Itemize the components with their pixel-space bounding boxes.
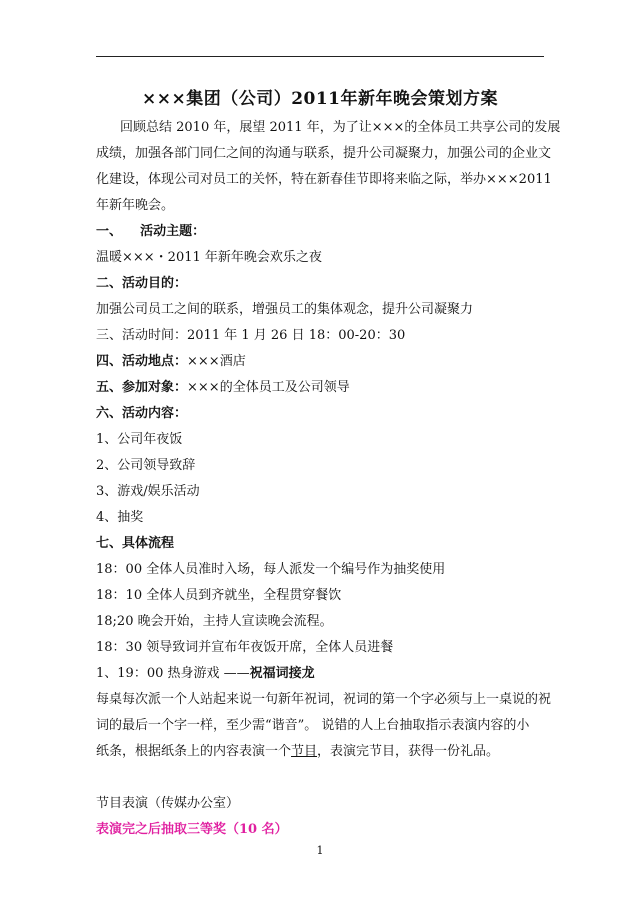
schedule-item: 18;20 晚会开始，主持人宣读晚会流程。 xyxy=(96,614,333,629)
schedule-item: 18：10 全体人员到齐就坐，全程贯穿餐饮 xyxy=(96,588,342,603)
intro-line-2: 成绩，加强各部门同仁之间的沟通与联系，提升公司凝聚力，加强公司的企业文 xyxy=(96,146,552,161)
section-5 xyxy=(96,376,350,395)
program-line: 节目表演（传媒办公室） xyxy=(96,796,240,811)
game-description-2: 词的最后一个字一样，至少需“谐音”。 说错的人上台抽取指示表演内容的小 xyxy=(96,718,530,733)
game-description-3a: 纸条，根据纸条上的内容表演一个 xyxy=(96,744,292,759)
schedule-item: 18：00 全体人员准时入场，每人派发一个编号作为抽奖使用 xyxy=(96,562,446,577)
section-4-text: ×××酒店 xyxy=(187,354,246,369)
prize-line: 表演完之后抽取三等奖（10 名） xyxy=(96,822,288,837)
section-1-text: 温暖×××・2011 年新年晚会欢乐之夜 xyxy=(96,250,322,265)
section-6-heading: 六、活动内容： xyxy=(96,406,188,421)
section-3-heading: 三、活动时间： xyxy=(96,328,188,343)
game-description-1: 每桌每次派一个人站起来说一句新年祝词，祝词的第一个字必须与上一桌说的祝 xyxy=(96,692,552,707)
game-prefix: 1、19：00 热身游戏 —— xyxy=(96,666,250,681)
section-3-text: 2011 年 1 月 26 日 18：00-20：30 xyxy=(187,328,406,343)
list-item: 2、公司领导致辞 xyxy=(96,458,196,473)
game-description-3b: ，表演完节目，获得一份礼品。 xyxy=(317,744,500,759)
section-7-heading: 七、具体流程 xyxy=(96,536,175,551)
header-rule xyxy=(96,56,544,57)
section-2-heading: 二、活动目的： xyxy=(96,276,188,291)
document-title: ×××集团（公司）2011年新年晚会策划方案 xyxy=(141,89,499,109)
intro-line-3: 化建设，体现公司对员工的关怀，特在新春佳节即将来临之际，举办×××2011 xyxy=(96,172,552,187)
game-line xyxy=(96,662,315,681)
section-3 xyxy=(96,324,405,343)
section-4-heading: 四、活动地点： xyxy=(96,354,188,369)
section-2-text: 加强公司员工之间的联系，增强员工的集体观念，提升公司凝聚力 xyxy=(96,302,474,317)
program-underlined: 节目 xyxy=(291,744,318,759)
intro-line-1: 回顾总结 2010 年，展望 2011 年，为了让×××的全体员工共享公司的发展 xyxy=(120,120,561,135)
game-name: 祝福词接龙 xyxy=(249,666,315,681)
intro-line-4: 年新年晚会。 xyxy=(96,198,175,213)
list-item: 1、公司年夜饭 xyxy=(96,432,183,447)
game-description-3 xyxy=(96,740,499,759)
list-item: 4、抽奖 xyxy=(96,510,144,525)
page-number: 1 xyxy=(316,844,324,857)
section-5-heading: 五、参加对象： xyxy=(96,380,188,395)
list-item: 3、游戏/娱乐活动 xyxy=(96,484,200,499)
section-1-heading: 一、 活动主题： xyxy=(96,224,206,239)
section-4 xyxy=(96,350,246,369)
schedule-item: 18：30 领导致词并宣布年夜饭开席，全体人员进餐 xyxy=(96,640,394,655)
section-5-text: ×××的全体员工及公司领导 xyxy=(187,380,350,395)
